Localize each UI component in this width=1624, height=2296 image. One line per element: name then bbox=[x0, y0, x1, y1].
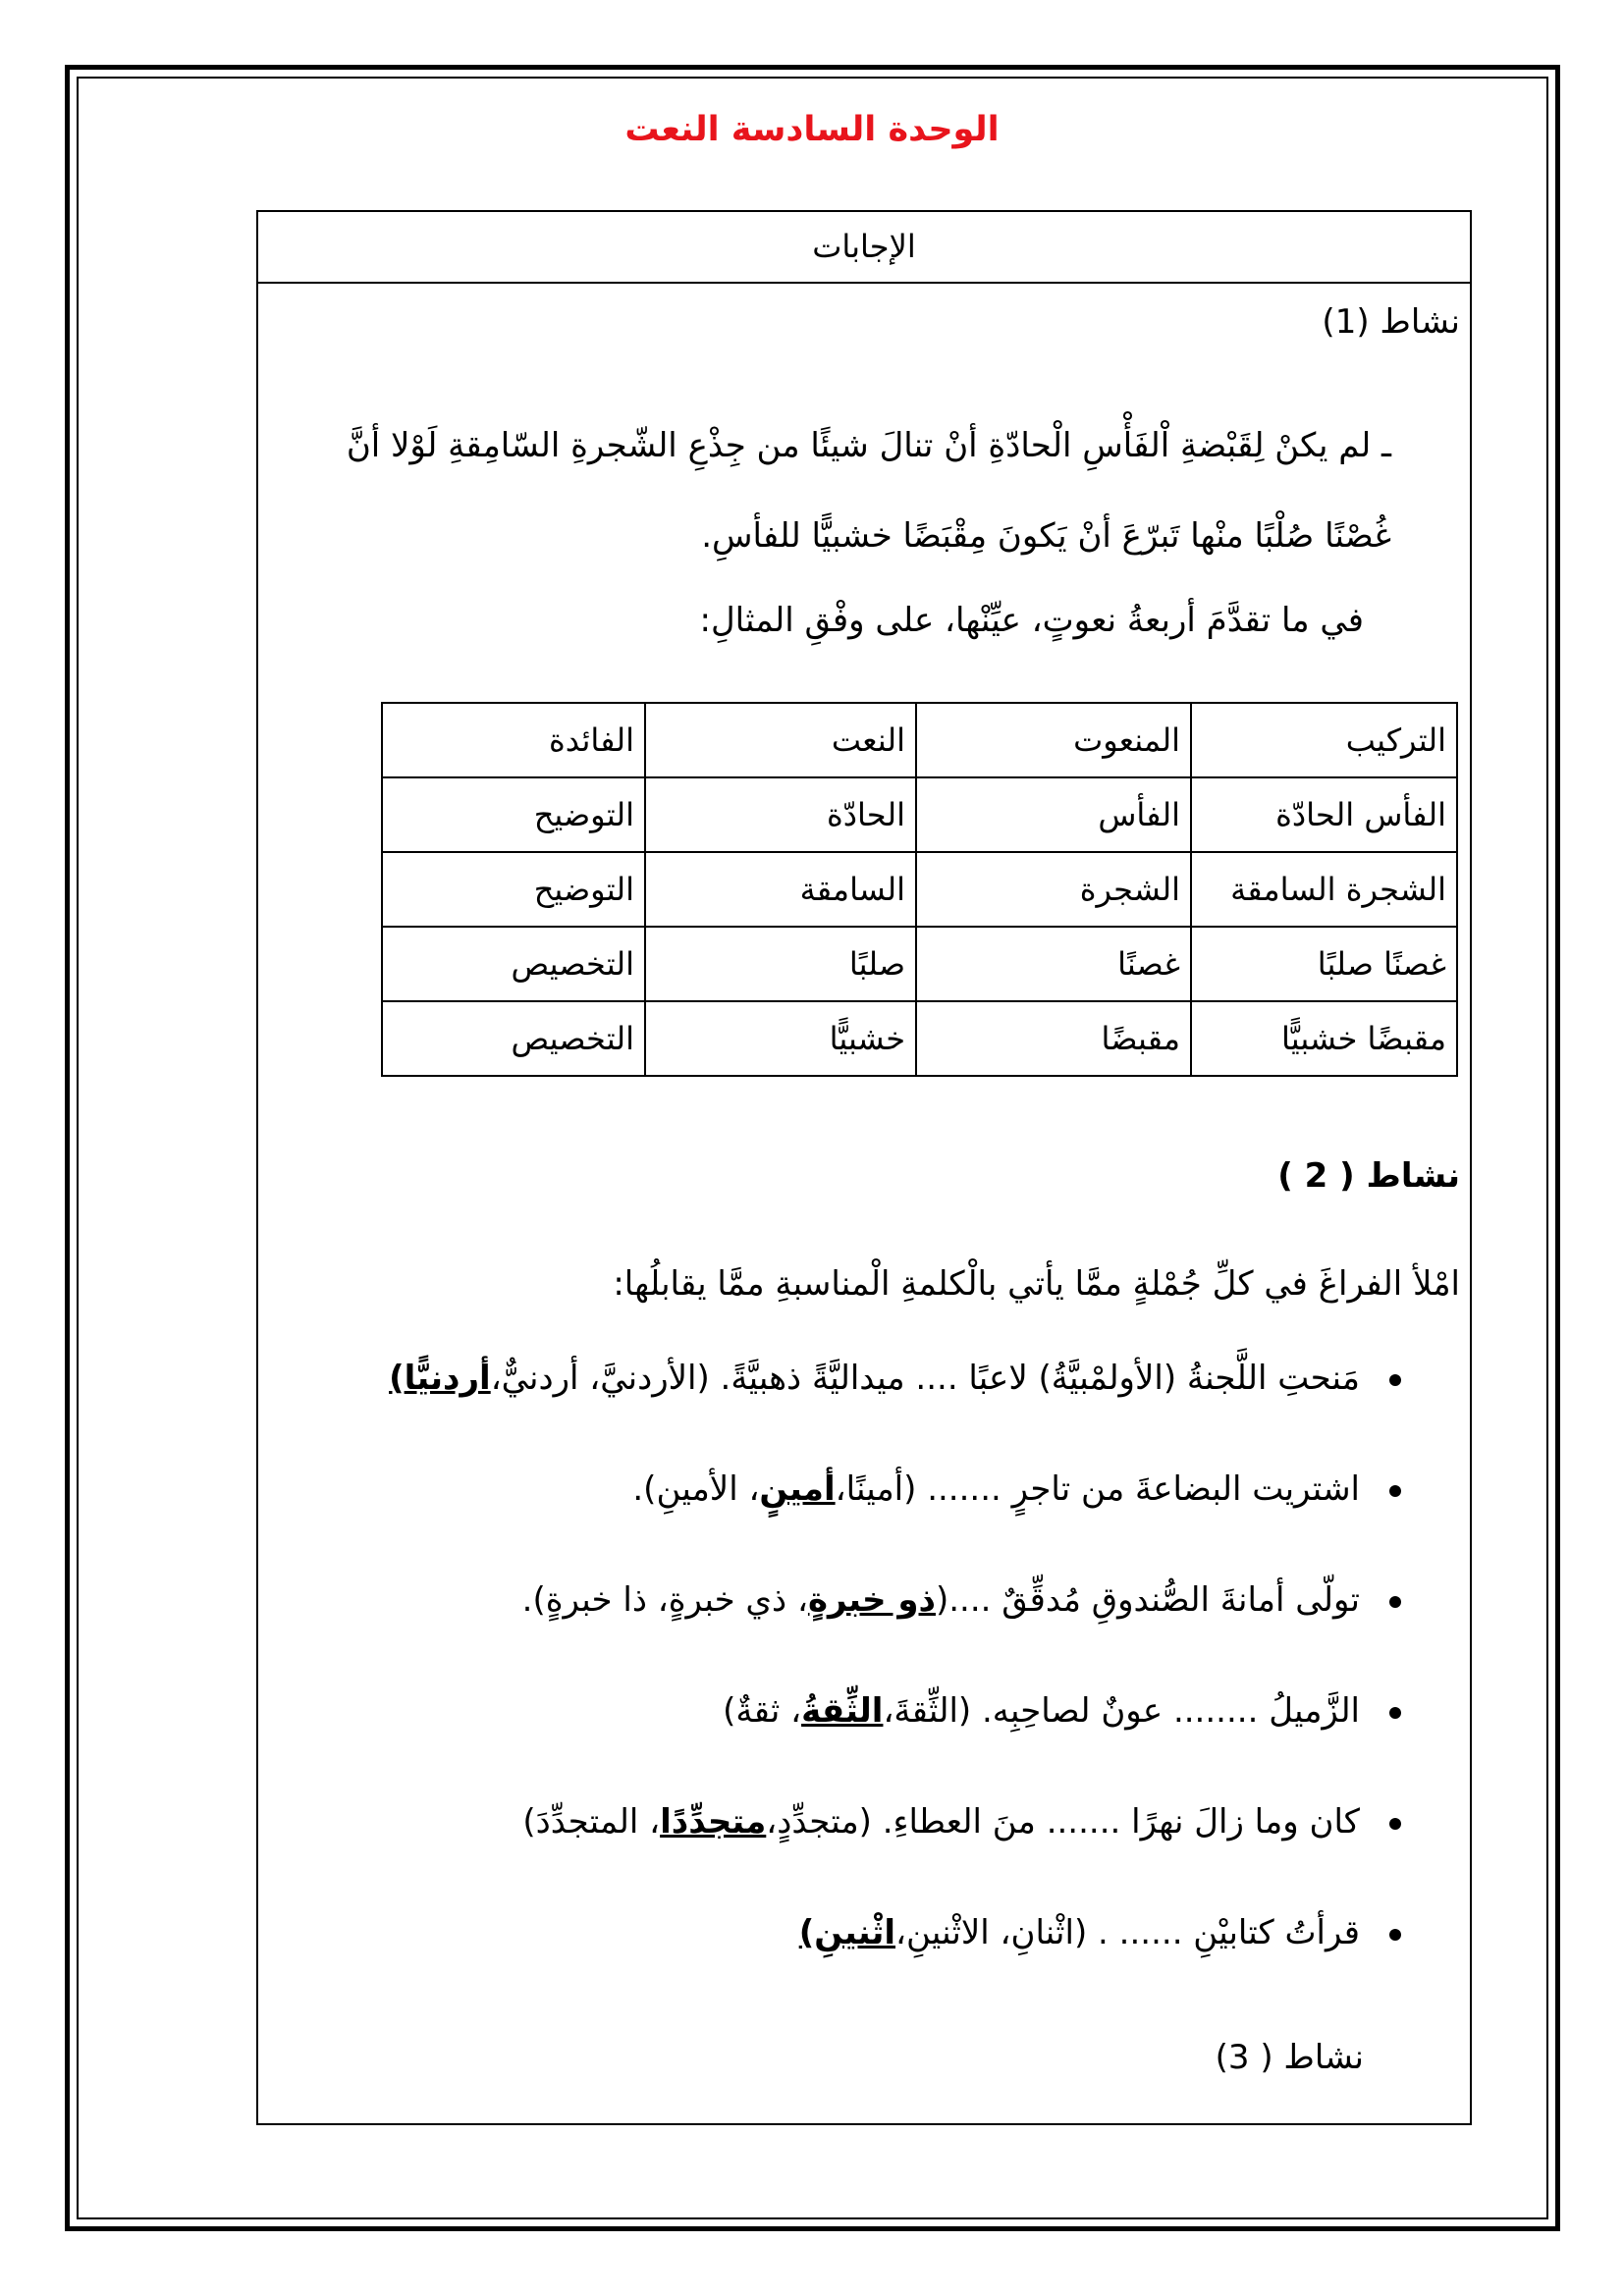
table-cell: مقبضًا خشبيًّا bbox=[1191, 1001, 1457, 1076]
table-cell: غصنًا bbox=[916, 927, 1191, 1001]
bullet-icon bbox=[1389, 1374, 1401, 1386]
table-cell: غصنًا صلبًا bbox=[1191, 927, 1457, 1001]
table-cell: التوضيح bbox=[382, 852, 645, 927]
item-answer: ذو خبرةٍ bbox=[807, 1580, 936, 1620]
table-cell: الفأس الحادّة bbox=[1191, 777, 1457, 852]
list-item bbox=[272, 1691, 1401, 1802]
table-row bbox=[382, 927, 1457, 1001]
item-after: ، المتجدِّدَ) bbox=[522, 1802, 661, 1842]
table-cell: التوضيح bbox=[382, 777, 645, 852]
bullet-icon bbox=[1389, 1818, 1401, 1830]
fill-blank-list bbox=[272, 1359, 1401, 2024]
table-row bbox=[382, 852, 1457, 927]
item-text: مَنحتِ اللَّجنةُ (الأولمْبيَّةُ) لاعبًا .... ميداليَّةً ذهبيَّةً. (الأردنيَّ، أردنيٌّ، bbox=[490, 1359, 1360, 1398]
bullet-icon bbox=[1389, 1929, 1401, 1941]
item-after: ، ذي خبرةٍ، ذا خبرةٍ). bbox=[521, 1580, 808, 1620]
item-text: الزَّميلُ ........ عونٌ لصاحِبِه. (الثِّقةَ، bbox=[883, 1691, 1360, 1731]
activity2-instruction: امْلأ الفراغَ في كلِّ جُمْلةٍ ممَّا يأتي بالْكلمةِ الْمناسبةِ ممَّا يقابلُها: bbox=[613, 1264, 1460, 1304]
table-header-cell: الفائدة bbox=[382, 703, 645, 777]
item-answer: أردنيًّا bbox=[404, 1359, 491, 1398]
bullet-icon bbox=[1389, 1596, 1401, 1608]
bullet-icon bbox=[1389, 1707, 1401, 1719]
activity3-title: نشاط ( 3) bbox=[1215, 2038, 1364, 2077]
table-cell: الشجرة bbox=[916, 852, 1191, 927]
item-text: تولّى أمانةَ الصُّندوقِ مُدقِّقٌ ....( bbox=[935, 1580, 1360, 1620]
activity2-title: نشاط ( 2 ) bbox=[1277, 1156, 1460, 1196]
list-item bbox=[272, 1802, 1401, 1913]
item-answer: أمينٍ bbox=[759, 1469, 836, 1509]
table-cell: التخصيص bbox=[382, 927, 645, 1001]
answers-header: الإجابات bbox=[258, 212, 1470, 284]
unit-title: الوحدة السادسة النعت bbox=[624, 110, 1000, 149]
item-after: ) bbox=[389, 1359, 405, 1398]
item-answer: الثِّقةُ bbox=[801, 1691, 884, 1731]
item-text: قرأتُ كتابيْنِ ...... . (اثْنانِ، الاثْنينِ، bbox=[895, 1913, 1360, 1952]
item-text: كان وما زالَ نهرًا ....... منَ العطاءِ. (متجدِّدٍ، bbox=[766, 1802, 1360, 1842]
table-header-cell: التركيب bbox=[1191, 703, 1457, 777]
item-answer: اثْنينِ bbox=[814, 1913, 896, 1952]
bullet-icon bbox=[1389, 1485, 1401, 1497]
answers-box bbox=[256, 210, 1472, 2125]
table-header-row bbox=[382, 703, 1457, 777]
list-item bbox=[272, 1913, 1401, 2024]
table-row bbox=[382, 1001, 1457, 1076]
table-cell: التخصيص bbox=[382, 1001, 645, 1076]
activity1-title: نشاط (1) bbox=[1322, 302, 1460, 342]
table-cell: الفأس bbox=[916, 777, 1191, 852]
item-after: ) bbox=[798, 1913, 815, 1952]
list-item bbox=[272, 1359, 1401, 1469]
table-cell: صلبًا bbox=[645, 927, 916, 1001]
list-item bbox=[272, 1580, 1401, 1691]
adjectives-table bbox=[381, 702, 1458, 1077]
table-header-cell: المنعوت bbox=[916, 703, 1191, 777]
activity1-paragraph: ـ لم يكنْ لِقَبْضةِ اْلفَأْسِ الْحادّةِ أنْ تنالَ شيئًا من جِذْعِ الشّجرةِ السّامِقةِ لَوْلا أنَّ غُصْنًا صُلْبًا منْها تَبرّعَ أنْ يَكونَ مِقْبَضًا خشبيًّا للفأسِ. bbox=[346, 426, 1391, 556]
table-cell: الحادّة bbox=[645, 777, 916, 852]
table-row bbox=[382, 777, 1457, 852]
item-after: ، الأمينِ). bbox=[632, 1469, 760, 1509]
table-cell: الشجرة السامقة bbox=[1191, 852, 1457, 927]
table-cell: السامقة bbox=[645, 852, 916, 927]
list-item bbox=[272, 1469, 1401, 1580]
table-header-cell: النعت bbox=[645, 703, 916, 777]
item-after: ، ثقةٌ) bbox=[723, 1691, 802, 1731]
activity1-instruction: في ما تقدَّمَ أربعةُ نعوتٍ، عيِّنْها، على وفْقِ المثالِ: bbox=[699, 601, 1364, 640]
table-cell: مقبضًا bbox=[916, 1001, 1191, 1076]
item-answer: متجدِّدًا bbox=[660, 1802, 767, 1842]
table-cell: خشبيًّا bbox=[645, 1001, 916, 1076]
item-text: اشتريت البضاعةَ من تاجرٍ ....... (أمينًا، bbox=[835, 1469, 1360, 1509]
